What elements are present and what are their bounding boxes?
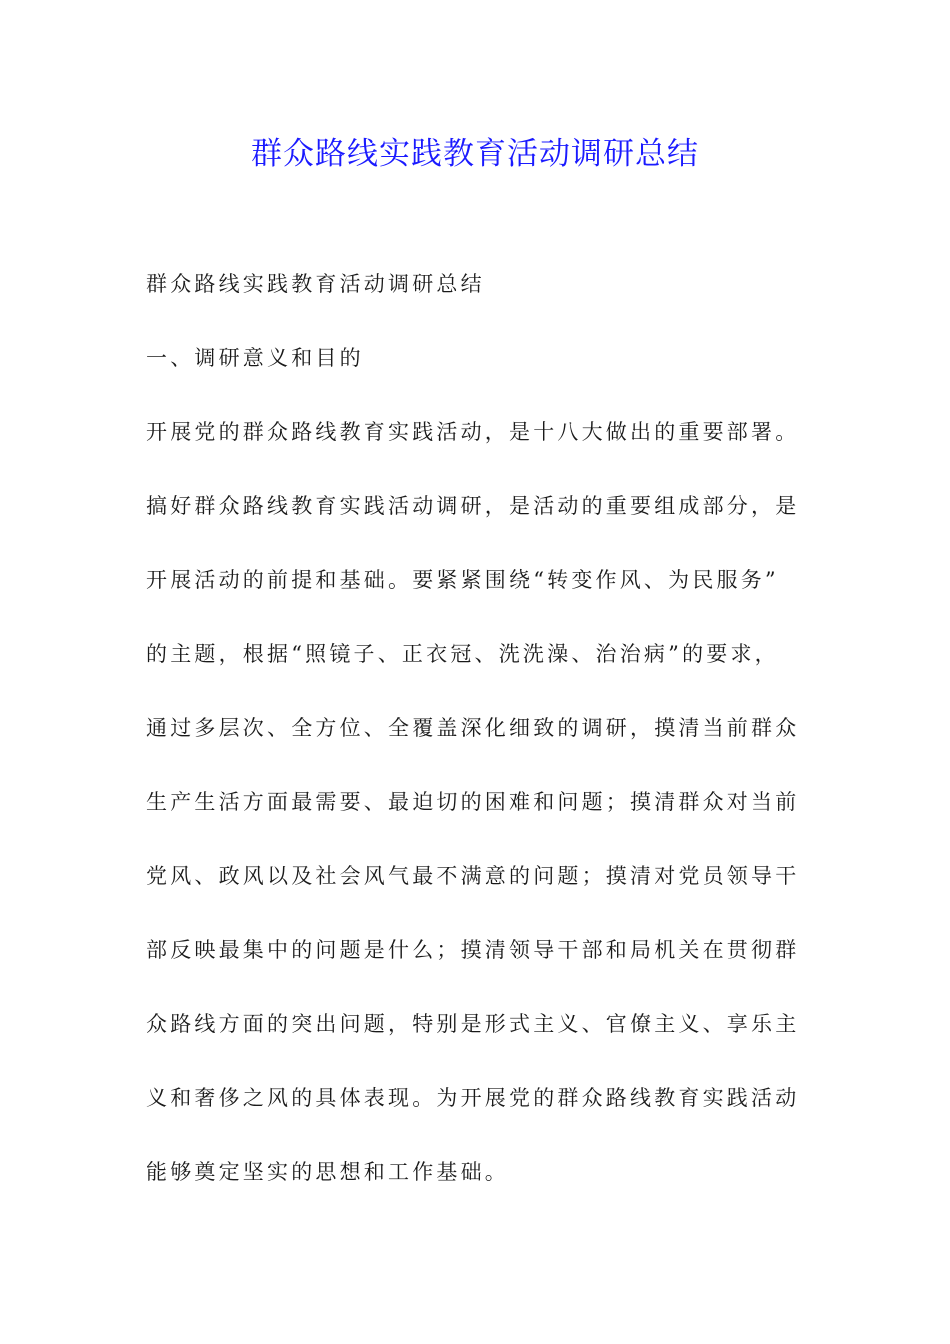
document-title: 群众路线实践教育活动调研总结 bbox=[251, 136, 699, 172]
paragraph-line: 搞好群众路线教育实践活动调研，是活动的重要组成部分，是 bbox=[146, 494, 800, 518]
paragraph-line: 生产生活方面最需要、最迫切的困难和问题；摸清群众对当前 bbox=[146, 790, 800, 814]
paragraph-line: 义和奢侈之风的具体表现。为开展党的群众路线教育实践活动 bbox=[146, 1086, 800, 1110]
paragraph-line: 开展活动的前提和基础。要紧紧围绕“转变作风、为民服务” bbox=[146, 568, 779, 592]
subtitle-line: 群众路线实践教育活动调研总结 bbox=[146, 272, 485, 296]
document-body bbox=[146, 264, 808, 1226]
paragraph-line: 党风、政风以及社会风气最不满意的问题；摸清对党员领导干 bbox=[146, 864, 800, 888]
paragraph-line: 的主题，根据“照镜子、正衣冠、洗洗澡、治治病”的要求， bbox=[146, 642, 779, 666]
paragraph-line: 部反映最集中的问题是什么；摸清领导干部和局机关在贯彻群 bbox=[146, 938, 800, 962]
paragraph-line: 能够奠定坚实的思想和工作基础。 bbox=[146, 1160, 509, 1184]
paragraph-line: 通过多层次、全方位、全覆盖深化细致的调研，摸清当前群众 bbox=[146, 716, 800, 740]
paragraph-line: 开展党的群众路线教育实践活动，是十八大做出的重要部署。 bbox=[146, 420, 800, 444]
section-heading: 一、调研意义和目的 bbox=[146, 346, 364, 370]
paragraph-line: 众路线方面的突出问题，特别是形式主义、官僚主义、享乐主 bbox=[146, 1012, 800, 1036]
